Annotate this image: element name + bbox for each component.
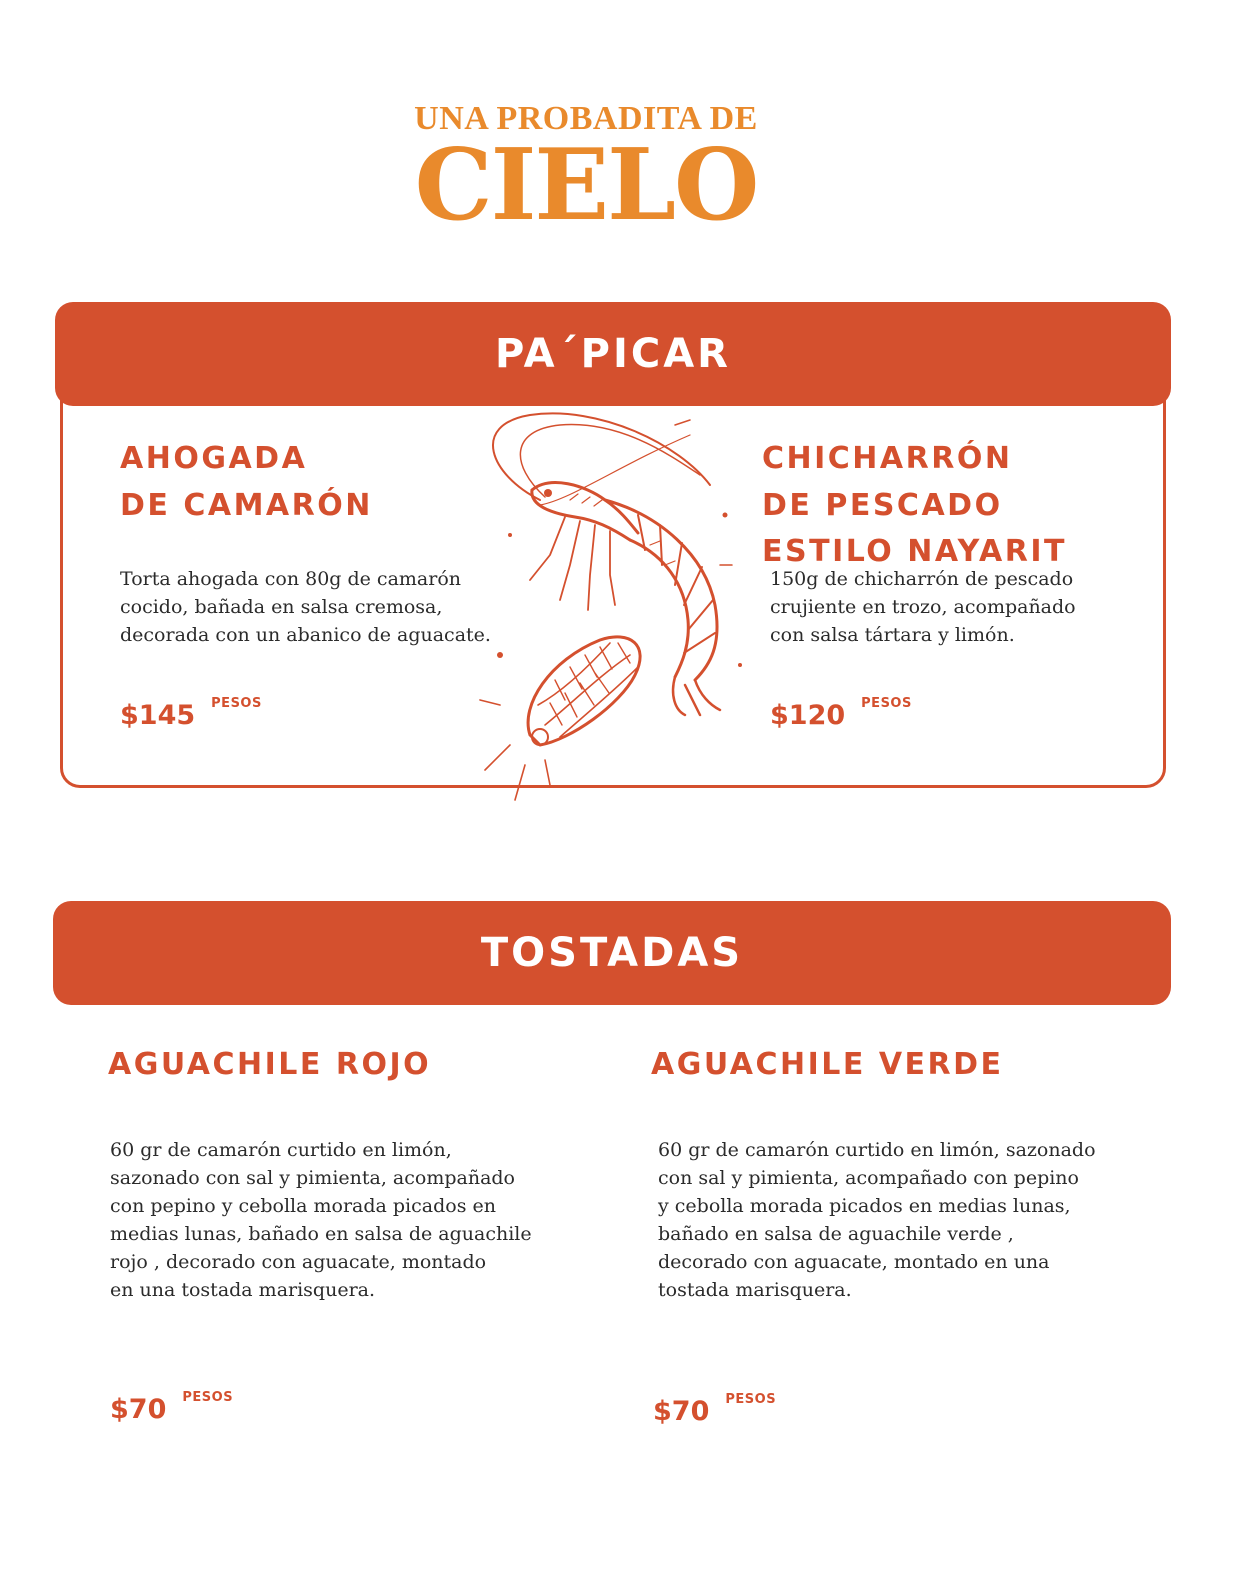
corn-icon: [480, 637, 640, 800]
section-header-papicar: PA´PICAR: [55, 302, 1171, 406]
price-unit: PESOS: [211, 696, 262, 711]
menu-item-ahogada: [120, 436, 373, 529]
item-title-line: AHOGADA: [120, 441, 308, 476]
menu-item-aguachile-verde: [651, 1042, 1004, 1089]
item-description: [658, 1137, 1096, 1305]
section-header-tostadas: TOSTADAS: [53, 901, 1171, 1005]
description-line: con pepino y cebolla morada picados en: [110, 1194, 496, 1217]
description-line: decorado con aguacate, montado en una: [658, 1250, 1050, 1273]
shrimp-corn-illustration: [470, 405, 770, 805]
description-line: con sal y pimienta, acompañado con pepino: [658, 1166, 1079, 1189]
description-line: 60 gr de camarón curtido en limón, sazonado: [658, 1139, 1096, 1161]
description-line: rojo , decorado con aguacate, montado: [110, 1250, 487, 1273]
menu-item-aguachile-rojo: [108, 1042, 431, 1089]
description-line: con salsa tártara y limón.: [770, 623, 1015, 646]
item-title: [120, 436, 373, 529]
item-title-line: ESTILO NAYARIT: [762, 534, 1067, 569]
price-value: $70: [110, 1394, 167, 1425]
menu-subtitle: UNA PROBADITA DE: [414, 100, 758, 137]
description-line: cocido, bañada en salsa cremosa,: [120, 595, 443, 618]
price-unit: PESOS: [725, 1392, 777, 1407]
item-description: [120, 566, 491, 650]
item-price: [120, 696, 262, 731]
description-line: crujiente en trozo, acompañado: [770, 595, 1076, 618]
price-value: $145: [120, 700, 196, 731]
shrimp-icon: [493, 413, 742, 715]
price-unit: PESOS: [861, 696, 912, 711]
description-line: medias lunas, bañado en salsa de aguachile: [110, 1222, 532, 1245]
description-line: y cebolla morada picados en medias lunas,: [658, 1194, 1071, 1217]
description-line: 60 gr de camarón curtido en limón,: [110, 1139, 452, 1161]
price-value: $70: [653, 1396, 710, 1427]
menu-item-chicharron: [762, 436, 1067, 576]
description-line: tostada marisquera.: [658, 1278, 852, 1301]
menu-title: CIELO: [414, 128, 758, 243]
description-line: Torta ahogada con 80g de camarón: [120, 568, 461, 590]
description-line: sazonado con sal y pimienta, acompañado: [110, 1166, 515, 1189]
item-title: [651, 1042, 1004, 1089]
description-line: decorada con un abanico de aguacate.: [120, 623, 491, 646]
description-line: bañado en salsa de aguachile verde ,: [658, 1222, 1014, 1245]
item-price: [653, 1392, 777, 1427]
price-unit: PESOS: [182, 1390, 234, 1405]
price-value: $120: [770, 700, 846, 731]
item-title-line: CHICHARRÓN: [762, 441, 1013, 476]
item-title-line: DE CAMARÓN: [120, 487, 373, 523]
item-price: [110, 1390, 234, 1425]
item-title: [762, 436, 1067, 576]
item-title: [108, 1042, 431, 1089]
item-title-line: AGUACHILE VERDE: [651, 1047, 1004, 1082]
item-title-line: DE PESCADO: [762, 487, 1003, 523]
item-description: [770, 566, 1076, 650]
description-line: en una tostada marisquera.: [110, 1278, 376, 1301]
description-line: 150g de chicharrón de pescado: [770, 568, 1074, 590]
item-price: [770, 696, 912, 731]
item-title-line: AGUACHILE ROJO: [108, 1047, 432, 1082]
item-description: [110, 1137, 532, 1305]
